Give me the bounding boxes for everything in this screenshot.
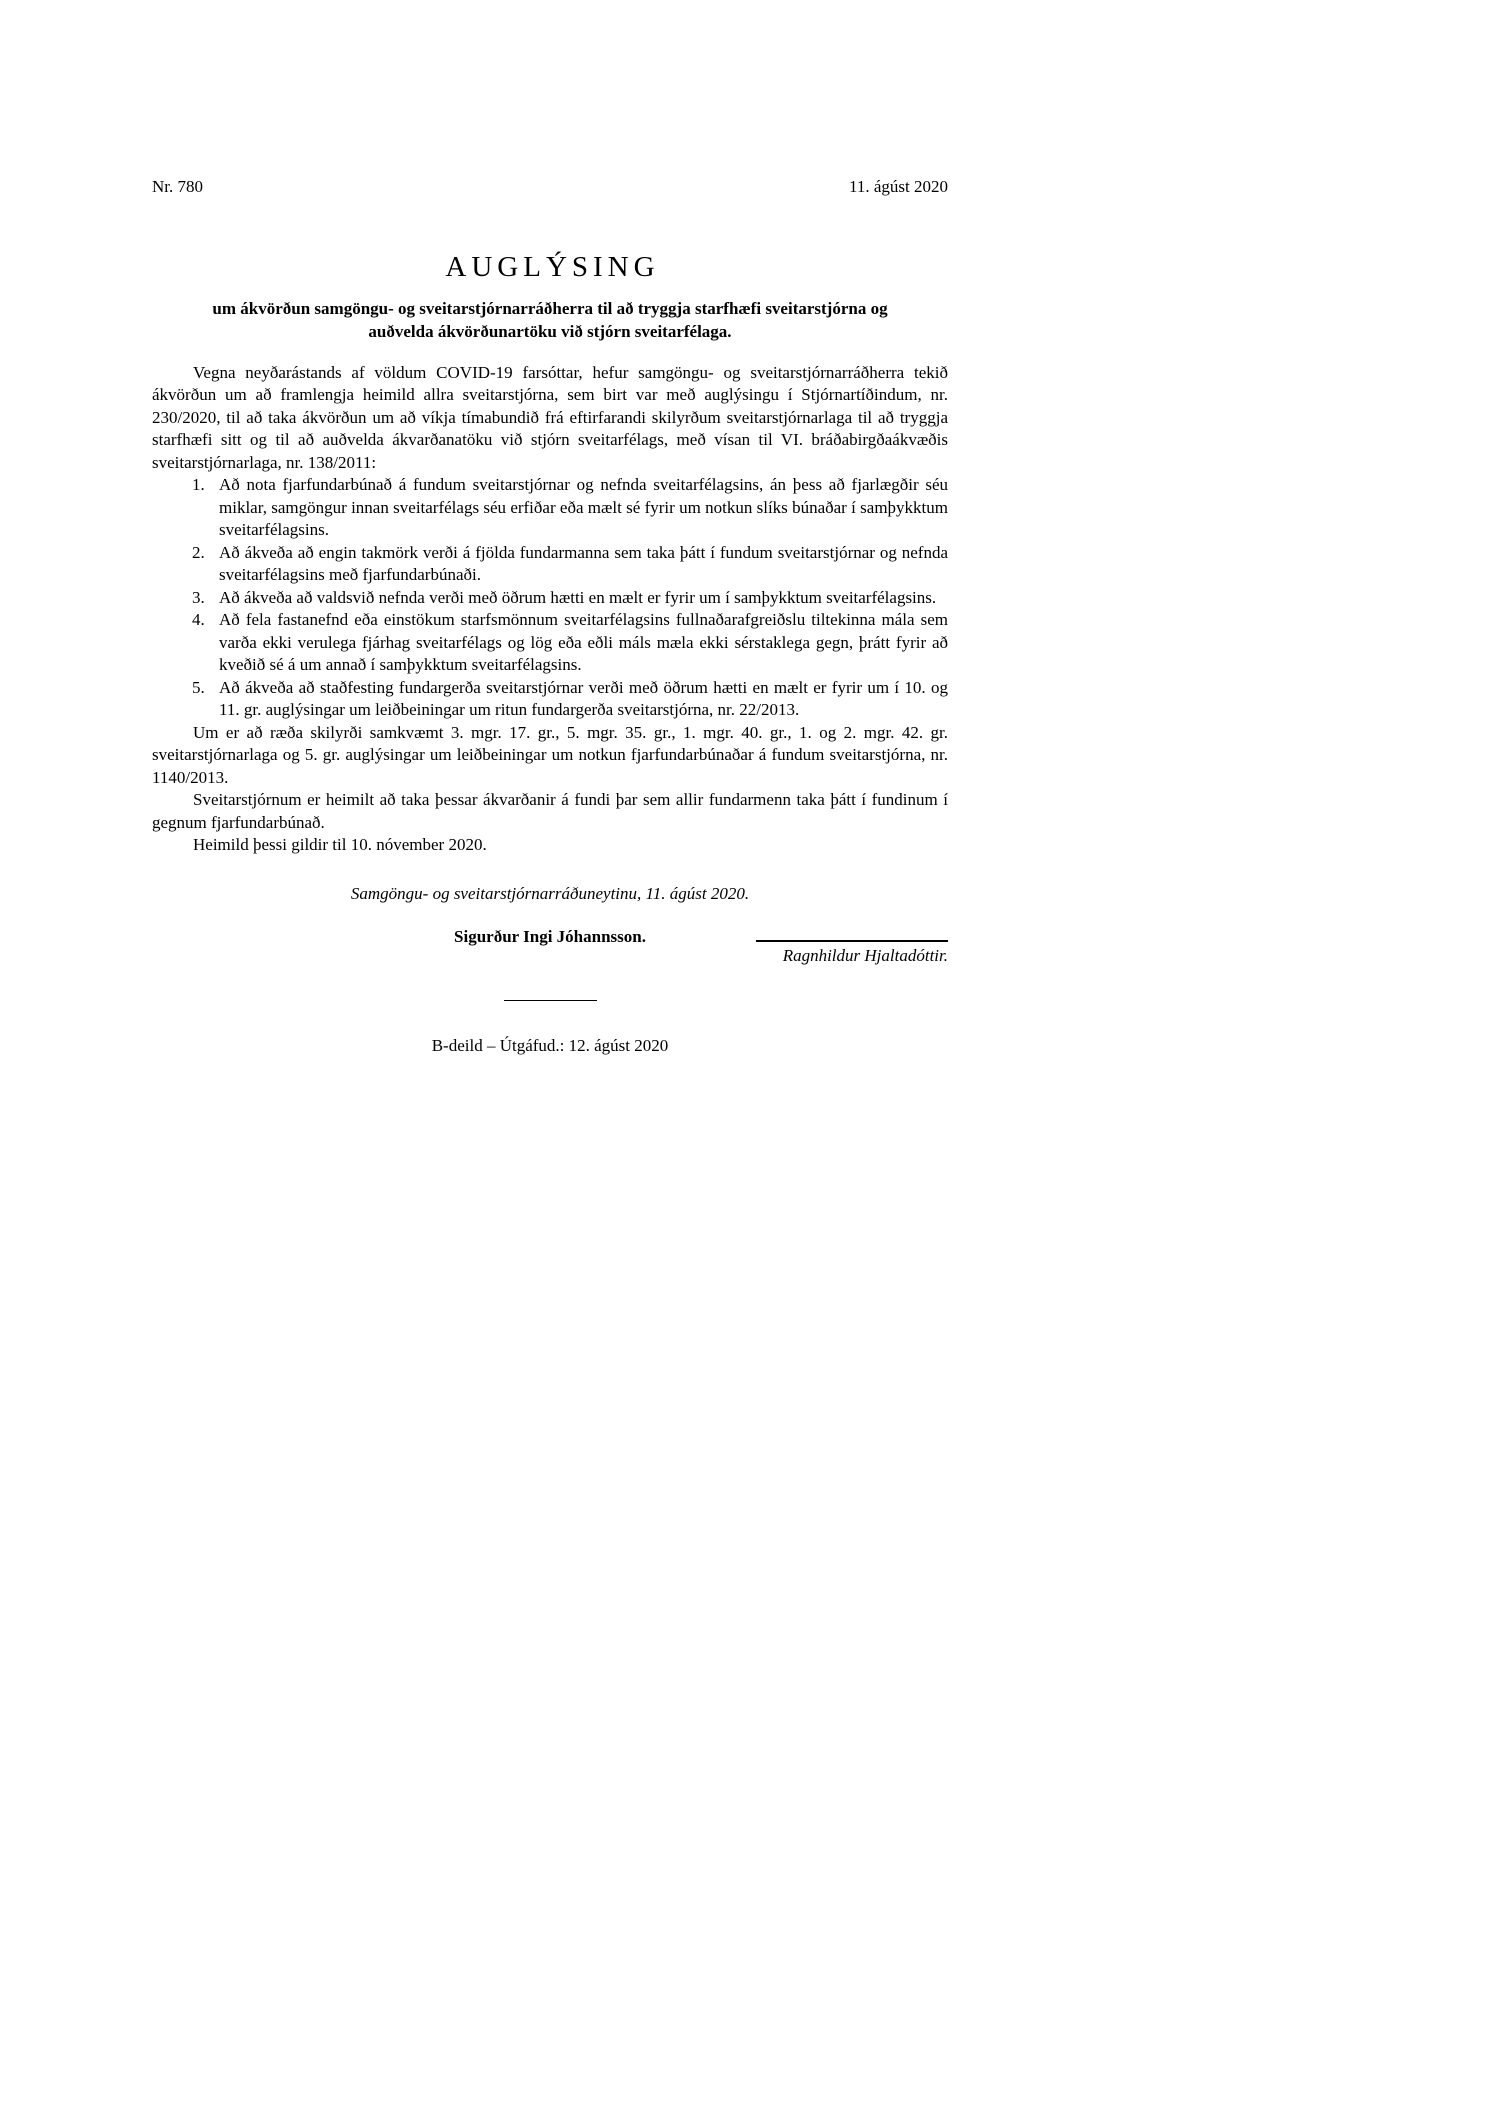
signature-rule xyxy=(756,940,948,942)
paragraph-meeting-permission: Sveitarstjórnum er heimilt að taka þessar ákvarðanir á fundi þar sem allir fundarmenn taka þátt í fundinum í gegnum fjarfundarbúnað. xyxy=(152,790,948,832)
minister-signature: Sigurður Ingi Jóhannsson. xyxy=(454,927,646,946)
paragraph-validity: Heimild þessi gildir til 10. nóvember 2020. xyxy=(193,835,487,854)
list-text-2: Að ákveða að engin takmörk verði á fjölda fundarmanna sem taka þátt í fundum sveitarstjórnar og nefnda sveitarfélagsins með fjarfundarbúnaði. xyxy=(219,542,948,584)
list-item-2 xyxy=(152,542,948,587)
doc-date: 11. ágúst 2020 xyxy=(848,177,948,196)
list-number-2: 2. xyxy=(192,542,205,562)
list-number-1: 1. xyxy=(192,475,205,494)
secretary-signature-block xyxy=(756,940,948,968)
subtitle: um ákvörðun samgöngu- og sveitarstjórnarráðherra til að tryggja starfhæfi sveitarstjórna og auðvelda ákvörðunartöku við stjórn sveitarfélaga. xyxy=(212,298,888,341)
secretary-signature: Ragnhildur Hjaltadóttir. xyxy=(782,946,948,965)
list-item-4 xyxy=(152,609,948,677)
list-number-4: 4. xyxy=(192,610,205,629)
paragraph-conditions-reference: Um er að ræða skilyrði samkvæmt 3. mgr. 17. gr., 5. mgr. 35. gr., 1. mgr. 40. gr., 1. og 2. mgr. 42. gr. sveitarstjórnarlaga og 5. gr. auglýsingar um leiðbeiningar um notkun fjarfundarbúnaðar á fundum sveitarstjórna, nr. 1140/2013. xyxy=(152,722,948,787)
list-item-1 xyxy=(152,474,948,542)
list-text-1: Að nota fjarfundarbúnað á fundum sveitarstjórnar og nefnda sveitarfélagsins, án þess að fjarlægðir séu miklar, samgöngur innan sveitarfélags séu erfiðar eða mælt sé fyrir um notkun slíks búnaðar í samþykktum sveitarfélagsins. xyxy=(219,475,948,539)
list-item-5 xyxy=(152,677,948,722)
paragraph-intro: Vegna neyðarástands af völdum COVID-19 farsóttar, hefur samgöngu- og sveitarstjórnarráðherra tekið ákvörðun um að framlengja heimild allra sveitarstjórna, sem birt var með auglýsingu í Stjórnartíðindum, nr. 230/2020, til að taka ákvörðun um að víkja tímabundið frá eftirfarandi skilyrðum sveitarstjórnarlaga til að tryggja starfhæfi sitt og til að auðvelda ákvarðanatöku við stjórn sveitarfélags, með vísan til VI. bráðabirgðaákvæðis sveitarstjórnarlaga, nr. 138/2011: xyxy=(152,362,948,472)
conditions-list xyxy=(152,474,948,722)
list-text-4: Að fela fastanefnd eða einstökum starfsmönnum sveitarfélagsins fullnaðarafgreiðslu tiltekinna mála sem varða ekki verulega fjárhag sveitarfélags og lög eða eðli máls mæla ekki sérstaklega gegn, þrátt fyrir að kveðið sé á um annað í samþykktum sveitarfélagsins. xyxy=(219,610,948,674)
page-title: AUGLÝSING xyxy=(445,250,660,283)
doc-number: Nr. 780 xyxy=(152,177,203,196)
document-content xyxy=(152,176,948,1058)
list-text-3: Að ákveða að valdsvið nefnda verði með öðrum hætti en mælt er fyrir um í samþykktum sveitarfélagsins. xyxy=(219,587,937,607)
separator-rule xyxy=(504,1000,597,1001)
list-number-5: 5. xyxy=(192,677,205,697)
list-text-5: Að ákveða að staðfesting fundargerða sveitarstjórnar verði með öðrum hætti en mælt er fyrir um í 10. og 11. gr. auglýsingar um leiðbeiningar um ritun fundargerða sveitarstjórna, nr. 22/2013. xyxy=(219,677,948,719)
list-item-3 xyxy=(152,587,948,610)
document-header xyxy=(152,176,948,199)
ministry-dateline: Samgöngu- og sveitarstjórnarráðuneytinu, 11. ágúst 2020. xyxy=(350,883,750,903)
publication-note: B-deild – Útgáfud.: 12. ágúst 2020 xyxy=(431,1036,669,1055)
signature-area xyxy=(152,926,948,978)
list-number-3: 3. xyxy=(192,587,205,607)
